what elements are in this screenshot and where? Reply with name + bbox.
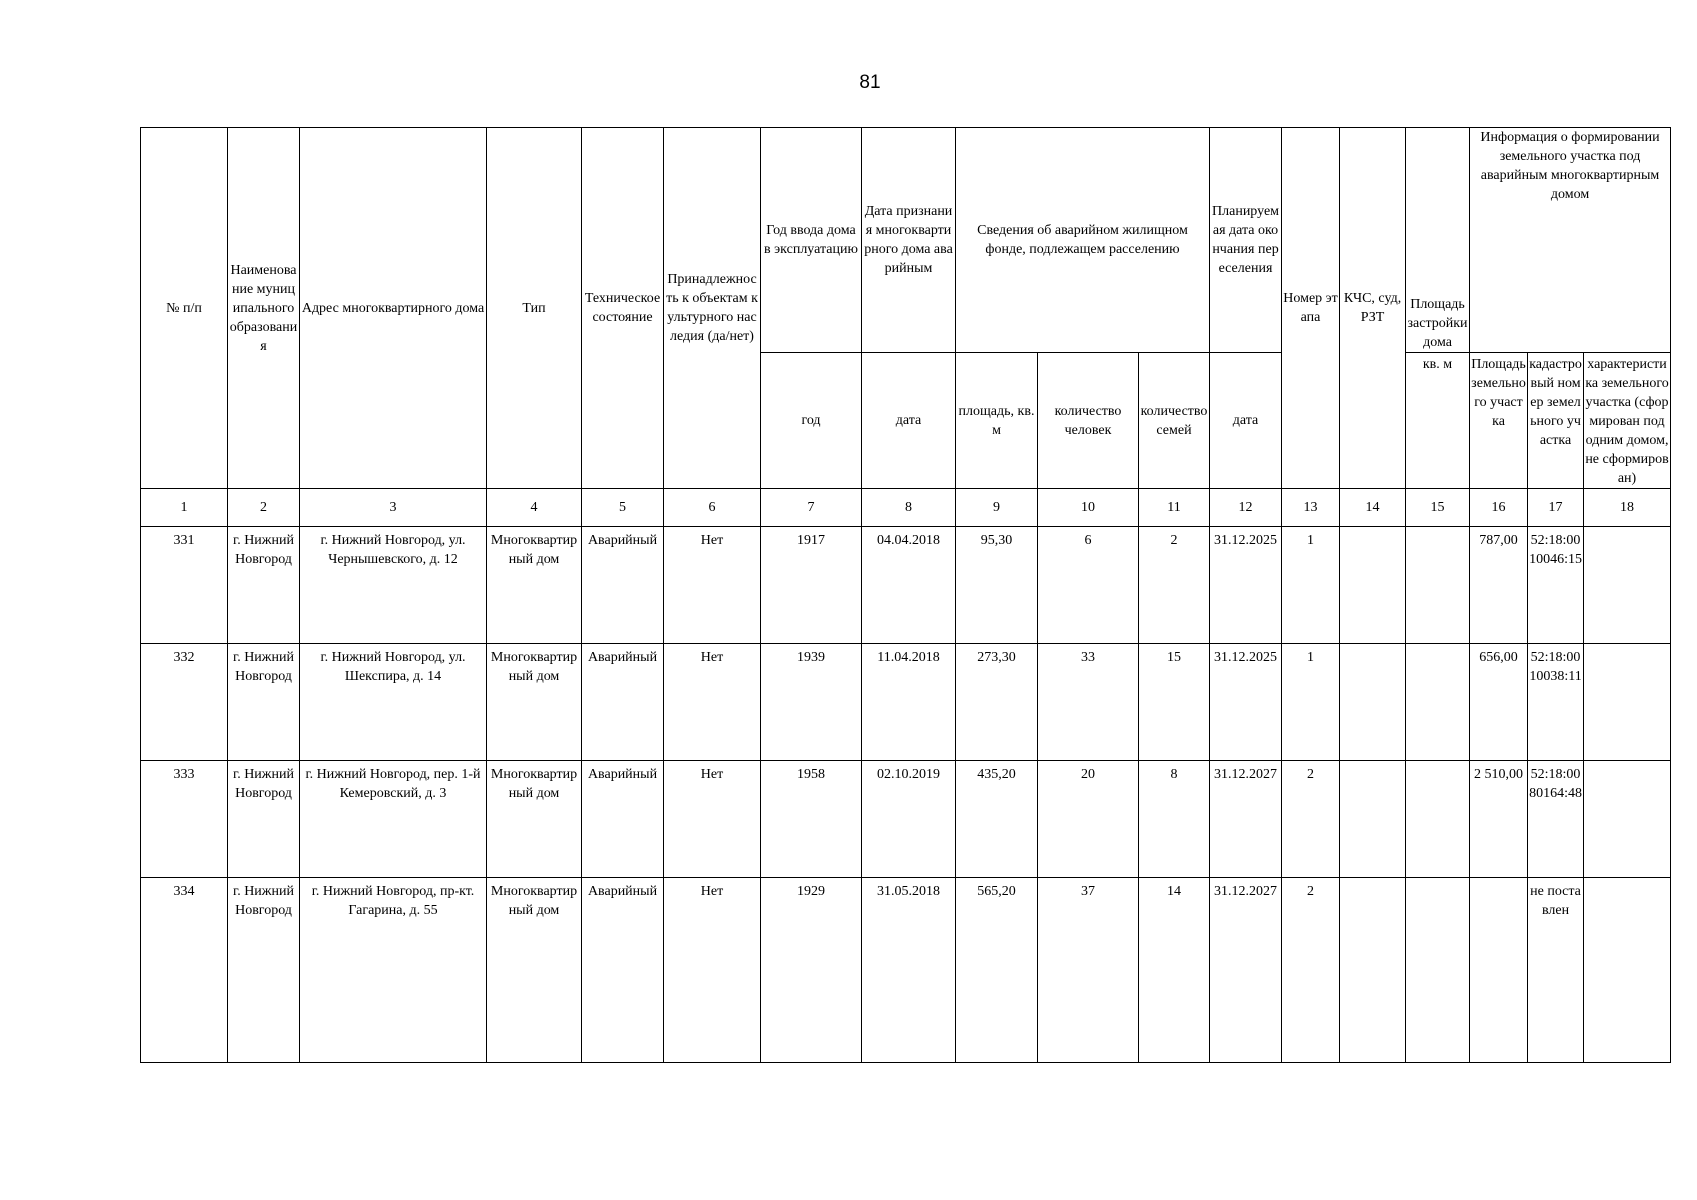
column-number: 6 bbox=[664, 489, 761, 527]
header-planned-resettlement-date: Планируемая дата окончания переселения bbox=[1210, 128, 1282, 353]
cell-address: г. Нижний Новгород, ул. Чернышевского, д. 12 bbox=[300, 527, 487, 644]
column-number: 10 bbox=[1038, 489, 1139, 527]
table-row bbox=[141, 527, 1671, 644]
subheader-cadastral-number: кадастровый номер земельного участка bbox=[1528, 353, 1584, 489]
subheader-year: год bbox=[761, 353, 862, 489]
cell-land-area: 787,00 bbox=[1470, 527, 1528, 644]
cell-recognition-date: 31.05.2018 bbox=[862, 878, 956, 1063]
column-number-row bbox=[141, 489, 1671, 527]
header-technical-condition: Техническое состояние bbox=[582, 128, 664, 489]
cell-families: 8 bbox=[1139, 761, 1210, 878]
cell-persons: 37 bbox=[1038, 878, 1139, 1063]
column-number: 15 bbox=[1406, 489, 1470, 527]
cell-cadastral-number: 52:18:0010038:11 bbox=[1528, 644, 1584, 761]
column-number: 9 bbox=[956, 489, 1038, 527]
cell-persons: 33 bbox=[1038, 644, 1139, 761]
header-land-plot-info: Информация о формировании земельного участка под аварийным многоквартирным домом bbox=[1470, 128, 1671, 353]
cell-land-area: 656,00 bbox=[1470, 644, 1528, 761]
header-commissioning-year: Год ввода дома в эксплуатацию bbox=[761, 128, 862, 353]
cell-year: 1929 bbox=[761, 878, 862, 1063]
cell-heritage: Нет bbox=[664, 878, 761, 1063]
column-number: 14 bbox=[1340, 489, 1406, 527]
cell-building-area bbox=[1406, 761, 1470, 878]
subheader-building-area-unit: кв. м bbox=[1406, 353, 1470, 489]
table-row bbox=[141, 644, 1671, 761]
subheader-resettlement-date: дата bbox=[1210, 353, 1282, 489]
cell-municipality: г. Нижний Новгород bbox=[228, 527, 300, 644]
cell-building-area bbox=[1406, 878, 1470, 1063]
cell-heritage: Нет bbox=[664, 527, 761, 644]
header-cultural-heritage: Принадлежность к объектам культурного наследия (да/нет) bbox=[664, 128, 761, 489]
cell-area: 95,30 bbox=[956, 527, 1038, 644]
header-kchs: КЧС, суд, РЗТ bbox=[1340, 128, 1406, 489]
subheader-date: дата bbox=[862, 353, 956, 489]
cell-land-characteristic bbox=[1584, 527, 1671, 644]
page-number: 81 bbox=[859, 72, 881, 93]
cell-type: Многоквартирный дом bbox=[487, 644, 582, 761]
cell-heritage: Нет bbox=[664, 761, 761, 878]
cell-stage: 2 bbox=[1282, 878, 1340, 1063]
cell-type: Многоквартирный дом bbox=[487, 527, 582, 644]
cell-condition: Аварийный bbox=[582, 761, 664, 878]
subheader-area: площадь, кв.м bbox=[956, 353, 1038, 489]
subheader-land-characteristic: характеристика земельного участка (сформирован под одним домом, не сформирован) bbox=[1584, 353, 1671, 489]
cell-land-characteristic bbox=[1584, 761, 1671, 878]
subheader-land-area: Площадь земельного участка bbox=[1470, 353, 1528, 489]
cell-building-area bbox=[1406, 644, 1470, 761]
cell-building-area bbox=[1406, 527, 1470, 644]
column-number: 17 bbox=[1528, 489, 1584, 527]
cell-recognition-date: 04.04.2018 bbox=[862, 527, 956, 644]
cell-cadastral-number: не поставлен bbox=[1528, 878, 1584, 1063]
cell-persons: 20 bbox=[1038, 761, 1139, 878]
column-number: 3 bbox=[300, 489, 487, 527]
column-number: 8 bbox=[862, 489, 956, 527]
cell-stage: 1 bbox=[1282, 527, 1340, 644]
cell-municipality: г. Нижний Новгород bbox=[228, 878, 300, 1063]
column-number: 16 bbox=[1470, 489, 1528, 527]
header-type: Тип bbox=[487, 128, 582, 489]
cell-condition: Аварийный bbox=[582, 878, 664, 1063]
subheader-families: количество семей bbox=[1139, 353, 1210, 489]
cell-kchs bbox=[1340, 527, 1406, 644]
cell-families: 14 bbox=[1139, 878, 1210, 1063]
subheader-persons: количество человек bbox=[1038, 353, 1139, 489]
cell-stage: 2 bbox=[1282, 761, 1340, 878]
cell-year: 1917 bbox=[761, 527, 862, 644]
cell-number: 333 bbox=[141, 761, 228, 878]
cell-resettlement-date: 31.12.2027 bbox=[1210, 878, 1282, 1063]
column-number: 11 bbox=[1139, 489, 1210, 527]
header-recognition-date: Дата признания многоквартирного дома аварийным bbox=[862, 128, 956, 353]
cell-recognition-date: 02.10.2019 bbox=[862, 761, 956, 878]
cell-address: г. Нижний Новгород, ул. Шекспира, д. 14 bbox=[300, 644, 487, 761]
cell-resettlement-date: 31.12.2025 bbox=[1210, 644, 1282, 761]
cell-cadastral-number: 52:18:0010046:15 bbox=[1528, 527, 1584, 644]
cell-kchs bbox=[1340, 878, 1406, 1063]
cell-resettlement-date: 31.12.2025 bbox=[1210, 527, 1282, 644]
header-building-area: Площадь застройки дома bbox=[1406, 128, 1470, 353]
header-row-number: № п/п bbox=[141, 128, 228, 489]
column-number: 18 bbox=[1584, 489, 1671, 527]
column-number: 5 bbox=[582, 489, 664, 527]
column-number: 1 bbox=[141, 489, 228, 527]
cell-resettlement-date: 31.12.2027 bbox=[1210, 761, 1282, 878]
cell-heritage: Нет bbox=[664, 644, 761, 761]
header-emergency-housing-info: Сведения об аварийном жилищном фонде, подлежащем расселению bbox=[956, 128, 1210, 353]
column-number: 4 bbox=[487, 489, 582, 527]
column-number: 2 bbox=[228, 489, 300, 527]
cell-number: 334 bbox=[141, 878, 228, 1063]
cell-address: г. Нижний Новгород, пер. 1-й Кемеровский, д. 3 bbox=[300, 761, 487, 878]
cell-land-characteristic bbox=[1584, 878, 1671, 1063]
cell-number: 331 bbox=[141, 527, 228, 644]
column-number: 13 bbox=[1282, 489, 1340, 527]
cell-persons: 6 bbox=[1038, 527, 1139, 644]
cell-kchs bbox=[1340, 761, 1406, 878]
cell-land-characteristic bbox=[1584, 644, 1671, 761]
cell-number: 332 bbox=[141, 644, 228, 761]
cell-cadastral-number: 52:18:0080164:48 bbox=[1528, 761, 1584, 878]
cell-land-area: 2 510,00 bbox=[1470, 761, 1528, 878]
column-number: 7 bbox=[761, 489, 862, 527]
header-municipality: Наименование муниципального образования bbox=[228, 128, 300, 489]
cell-stage: 1 bbox=[1282, 644, 1340, 761]
table-row bbox=[141, 761, 1671, 878]
cell-year: 1939 bbox=[761, 644, 862, 761]
cell-municipality: г. Нижний Новгород bbox=[228, 644, 300, 761]
cell-recognition-date: 11.04.2018 bbox=[862, 644, 956, 761]
cell-condition: Аварийный bbox=[582, 644, 664, 761]
cell-type: Многоквартирный дом bbox=[487, 761, 582, 878]
cell-families: 15 bbox=[1139, 644, 1210, 761]
column-number: 12 bbox=[1210, 489, 1282, 527]
cell-type: Многоквартирный дом bbox=[487, 878, 582, 1063]
cell-land-area bbox=[1470, 878, 1528, 1063]
cell-area: 435,20 bbox=[956, 761, 1038, 878]
cell-area: 565,20 bbox=[956, 878, 1038, 1063]
cell-condition: Аварийный bbox=[582, 527, 664, 644]
cell-address: г. Нижний Новгород, пр-кт. Гагарина, д. 55 bbox=[300, 878, 487, 1063]
header-address: Адрес многоквартирного дома bbox=[300, 128, 487, 489]
header-stage-number: Номер этапа bbox=[1282, 128, 1340, 489]
cell-area: 273,30 bbox=[956, 644, 1038, 761]
cell-families: 2 bbox=[1139, 527, 1210, 644]
table-row bbox=[141, 878, 1671, 1063]
cell-municipality: г. Нижний Новгород bbox=[228, 761, 300, 878]
cell-year: 1958 bbox=[761, 761, 862, 878]
emergency-housing-table bbox=[140, 127, 1671, 1063]
cell-kchs bbox=[1340, 644, 1406, 761]
